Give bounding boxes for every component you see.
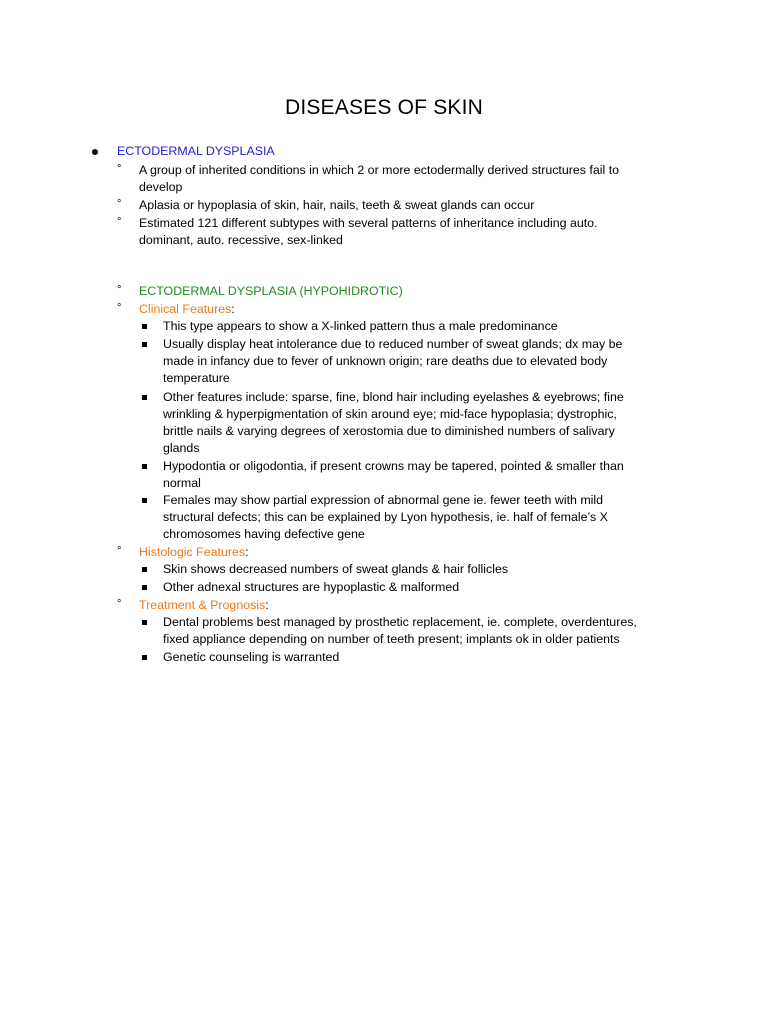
heading-colon: : bbox=[245, 545, 249, 559]
degree-marker-icon: ° bbox=[117, 545, 122, 557]
clinical-item-line: structural defects; this can be explained by Lyon hypothesis, ie. half of female’s X bbox=[163, 510, 608, 524]
clinical-item-line: Hypodontia or oligodontia, if present crowns may be tapered, pointed & smaller than bbox=[163, 459, 624, 473]
square-bullet-icon bbox=[142, 324, 147, 329]
page-title: DISEASES OF SKIN bbox=[284, 96, 484, 119]
clinical-item-line: temperature bbox=[163, 371, 230, 385]
heading-colon: : bbox=[265, 598, 269, 612]
square-bullet-icon bbox=[142, 342, 147, 347]
histologic-item-line: Other adnexal structures are hypoplastic & malformed bbox=[163, 580, 460, 594]
square-bullet-icon bbox=[142, 620, 147, 625]
histologic-item-line: Skin shows decreased numbers of sweat glands & hair follicles bbox=[163, 562, 509, 576]
square-bullet-icon bbox=[142, 567, 147, 572]
square-bullet-icon bbox=[142, 395, 147, 400]
clinical-item-line: Other features include: sparse, fine, blond hair including eyelashes & eyebrows; fine bbox=[163, 390, 624, 404]
clinical-item-line: wrinkling & hyperpigmentation of skin around eye; mid-face hypoplasia; dystrophic, bbox=[163, 407, 617, 421]
treatment-item-line: fixed appliance depending on number of teeth present; implants ok in older patients bbox=[163, 632, 620, 646]
square-bullet-icon bbox=[142, 498, 147, 503]
treatment-prognosis-label: Treatment & Prognosis bbox=[139, 598, 266, 612]
square-bullet-icon bbox=[142, 464, 147, 469]
clinical-features-heading bbox=[139, 301, 235, 318]
bullet-dot-icon bbox=[92, 149, 98, 155]
section-point-line: Aplasia or hypoplasia of skin, hair, nails, teeth & sweat glands can occur bbox=[139, 198, 535, 212]
histologic-features-heading bbox=[139, 544, 249, 561]
clinical-item-line: Females may show partial expression of abnormal gene ie. fewer teeth with mild bbox=[163, 493, 604, 507]
section-heading: ECTODERMAL DYSPLASIA bbox=[117, 144, 275, 158]
section-point-line: A group of inherited conditions in which 2 or more ectodermally derived structures fail to bbox=[139, 163, 620, 177]
clinical-item-line: chromosomes having defective gene bbox=[163, 527, 365, 541]
subsection-heading: ECTODERMAL DYSPLASIA (HYPOHIDROTIC) bbox=[139, 284, 403, 298]
degree-marker-icon: ° bbox=[117, 284, 122, 296]
clinical-features-label: Clinical Features bbox=[139, 302, 232, 316]
clinical-item-line: glands bbox=[163, 441, 200, 455]
treatment-item-line: Genetic counseling is warranted bbox=[163, 650, 340, 664]
histologic-features-label: Histologic Features bbox=[139, 545, 246, 559]
section-point-line: develop bbox=[139, 180, 183, 194]
clinical-item-line: normal bbox=[163, 476, 201, 490]
section-point-line: dominant, auto. recessive, sex-linked bbox=[139, 233, 343, 247]
square-bullet-icon bbox=[142, 655, 147, 660]
clinical-item-line: This type appears to show a X-linked pattern thus a male predominance bbox=[163, 319, 558, 333]
square-bullet-icon bbox=[142, 585, 147, 590]
degree-marker-icon: ° bbox=[117, 302, 122, 314]
treatment-item-line: Dental problems best managed by prosthetic replacement, ie. complete, overdentures, bbox=[163, 615, 637, 629]
degree-marker-icon: ° bbox=[117, 198, 122, 210]
degree-marker-icon: ° bbox=[117, 216, 122, 228]
section-point-line: Estimated 121 different subtypes with several patterns of inheritance including auto. bbox=[139, 216, 598, 230]
heading-colon: : bbox=[231, 302, 235, 316]
clinical-item-line: Usually display heat intolerance due to reduced number of sweat glands; dx may be bbox=[163, 337, 623, 351]
clinical-item-line: brittle nails & varying degrees of xerostomia due to diminished numbers of salivary bbox=[163, 424, 615, 438]
degree-marker-icon: ° bbox=[117, 598, 122, 610]
treatment-prognosis-heading bbox=[139, 597, 269, 614]
degree-marker-icon: ° bbox=[117, 163, 122, 175]
clinical-item-line: made in infancy due to fever of unknown origin; rare deaths due to elevated body bbox=[163, 354, 608, 368]
